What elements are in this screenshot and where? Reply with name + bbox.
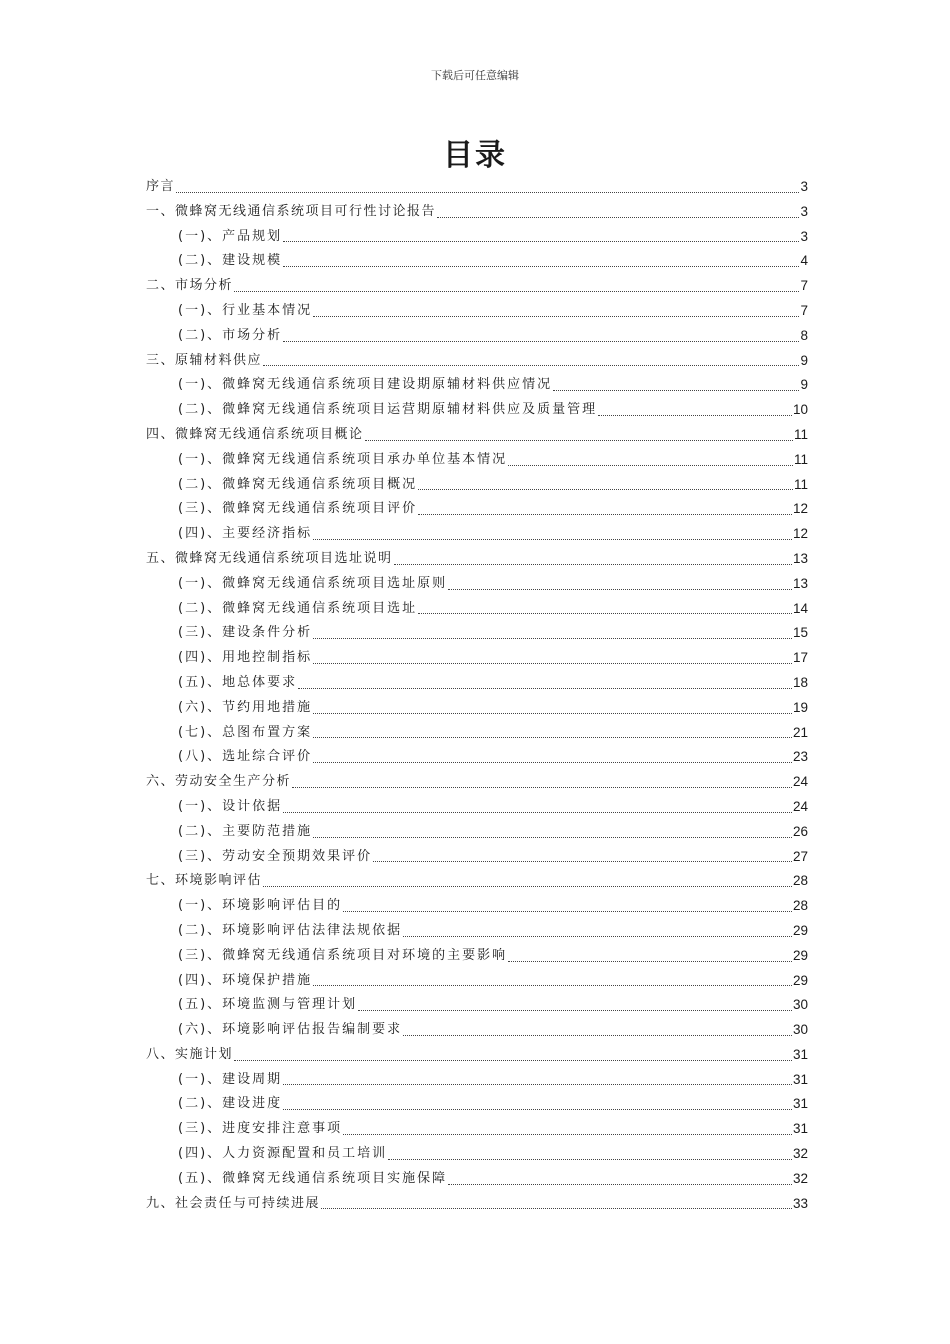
toc-entry-label: (二)、建设进度 (178, 1096, 283, 1112)
toc-dot-leader (313, 762, 792, 763)
toc-entry-page-number: 33 (792, 1195, 808, 1211)
toc-dot-leader (343, 1134, 792, 1135)
toc-entry[interactable] (146, 175, 808, 200)
toc-entry[interactable] (146, 448, 808, 473)
toc-entry-label: 一、微蜂窝无线通信系统项目可行性讨论报告 (146, 203, 437, 219)
toc-entry[interactable] (146, 1167, 808, 1192)
toc-entry[interactable] (146, 225, 808, 250)
toc-entry-page-number: 31 (792, 1121, 808, 1137)
toc-entry-label: (一)、微蜂窝无线通信系统项目承办单位基本情况 (178, 451, 508, 467)
toc-entry[interactable] (146, 249, 808, 274)
toc-entry-page-number: 3 (800, 179, 808, 194)
toc-entry-label: (二)、市场分析 (178, 327, 283, 343)
toc-entry[interactable] (146, 869, 808, 894)
toc-entry-page-number: 30 (792, 997, 808, 1013)
toc-entry-label: (二)、微蜂窝无线通信系统项目运营期原辅材料供应及质量管理 (178, 402, 598, 418)
toc-dot-leader (403, 936, 792, 937)
toc-entry[interactable] (146, 671, 808, 696)
toc-entry-label: (四)、人力资源配置和员工培训 (178, 1146, 388, 1162)
toc-entry-label: (一)、微蜂窝无线通信系统项目选址原则 (178, 575, 448, 591)
toc-entry-page-number: 14 (792, 600, 808, 616)
toc-dot-leader (313, 985, 792, 986)
toc-entry[interactable] (146, 745, 808, 770)
toc-dot-leader (313, 837, 792, 838)
toc-entry[interactable] (146, 845, 808, 870)
toc-dot-leader (388, 1159, 792, 1160)
toc-entry-page-number: 9 (800, 352, 808, 368)
toc-entry[interactable] (146, 820, 808, 845)
toc-dot-leader (418, 613, 792, 614)
toc-entry-label: (五)、地总体要求 (178, 674, 298, 690)
toc-entry-label: 五、微蜂窝无线通信系统项目选址说明 (146, 550, 393, 566)
toc-dot-leader (313, 737, 792, 738)
toc-entry-page-number: 13 (792, 550, 808, 566)
toc-dot-leader (313, 663, 792, 664)
toc-dot-leader (283, 241, 799, 242)
toc-dot-leader (553, 390, 799, 391)
toc-entry-label: (五)、环境监测与管理计划 (178, 997, 358, 1013)
toc-entry[interactable] (146, 969, 808, 994)
toc-entry-label: (五)、微蜂窝无线通信系统项目实施保障 (178, 1170, 448, 1186)
toc-entry-page-number: 12 (792, 526, 808, 542)
toc-entry-page-number: 29 (792, 972, 808, 988)
toc-entry-page-number: 12 (792, 501, 808, 517)
toc-entry[interactable] (146, 1192, 808, 1217)
toc-entry-page-number: 9 (800, 377, 808, 393)
toc-entry[interactable] (146, 621, 808, 646)
page-header-note: 下载后可任意编辑 (431, 69, 519, 82)
toc-entry-label: (一)、微蜂窝无线通信系统项目建设期原辅材料供应情况 (178, 377, 553, 393)
toc-entry[interactable] (146, 646, 808, 671)
toc-dot-leader (437, 217, 799, 218)
toc-dot-leader (313, 316, 799, 317)
toc-entry-page-number: 27 (792, 848, 808, 864)
toc-entry-label: 九、社会责任与可持续进展 (146, 1195, 321, 1211)
toc-entry[interactable] (146, 1068, 808, 1093)
toc-entry-page-number: 8 (800, 327, 808, 343)
toc-entry[interactable] (146, 1142, 808, 1167)
toc-entry-page-number: 29 (792, 947, 808, 963)
toc-dot-leader (283, 1084, 792, 1085)
toc-entry-page-number: 11 (793, 476, 808, 492)
toc-entry[interactable] (146, 200, 808, 225)
toc-entry-page-number: 10 (792, 402, 808, 418)
toc-entry-label: 四、微蜂窝无线通信系统项目概论 (146, 426, 364, 442)
table-of-contents (146, 175, 808, 1216)
toc-entry-label: (七)、总图布置方案 (178, 724, 313, 740)
toc-entry-label: (四)、用地控制指标 (178, 650, 313, 666)
toc-entry-page-number: 3 (800, 203, 808, 219)
toc-entry-label: (一)、行业基本情况 (178, 302, 313, 318)
toc-dot-leader (313, 713, 792, 714)
toc-dot-leader (373, 861, 792, 862)
toc-dot-leader (283, 1109, 792, 1110)
toc-entry-page-number: 7 (800, 278, 808, 294)
toc-entry[interactable] (146, 522, 808, 547)
toc-entry[interactable] (146, 795, 808, 820)
toc-entry-page-number: 28 (792, 898, 808, 914)
toc-entry-label: 二、市场分析 (146, 278, 234, 294)
toc-entry[interactable] (146, 944, 808, 969)
toc-entry-page-number: 29 (792, 922, 808, 938)
toc-entry[interactable] (146, 324, 808, 349)
toc-dot-leader (263, 365, 799, 366)
toc-entry-label: (二)、主要防范措施 (178, 823, 313, 839)
toc-entry-page-number: 13 (792, 575, 808, 591)
toc-dot-leader (418, 514, 792, 515)
toc-entry[interactable] (146, 349, 808, 374)
toc-entry-label: 序言 (146, 179, 176, 194)
toc-entry[interactable] (146, 1117, 808, 1142)
toc-dot-leader (343, 911, 792, 912)
toc-entry-page-number: 15 (792, 625, 808, 641)
toc-dot-leader (394, 564, 792, 565)
toc-dot-leader (508, 961, 792, 962)
toc-entry-page-number: 31 (792, 1071, 808, 1087)
toc-entry[interactable] (146, 398, 808, 423)
toc-dot-leader (283, 266, 799, 267)
toc-entry[interactable] (146, 1018, 808, 1043)
toc-entry-page-number: 28 (792, 873, 808, 889)
toc-entry[interactable] (146, 572, 808, 597)
toc-entry-page-number: 18 (792, 674, 808, 690)
toc-entry-label: (二)、建设规模 (178, 253, 283, 269)
toc-entry-label: (一)、环境影响评估目的 (178, 898, 343, 914)
toc-entry-label: (四)、主要经济指标 (178, 526, 313, 542)
toc-dot-leader (234, 1060, 792, 1061)
toc-dot-leader (321, 1208, 792, 1209)
toc-entry-label: (二)、环境影响评估法律法规依据 (178, 922, 403, 938)
toc-entry[interactable] (146, 473, 808, 498)
toc-entry-page-number: 30 (792, 1022, 808, 1038)
toc-entry-label: (二)、微蜂窝无线通信系统项目选址 (178, 600, 418, 616)
toc-dot-leader (508, 465, 793, 466)
toc-entry-label: (六)、节约用地措施 (178, 699, 313, 715)
toc-entry[interactable] (146, 597, 808, 622)
toc-entry[interactable] (146, 274, 808, 299)
toc-dot-leader (313, 638, 792, 639)
toc-entry-label: 八、实施计划 (146, 1046, 234, 1062)
toc-entry-page-number: 17 (792, 650, 808, 666)
toc-entry[interactable] (146, 696, 808, 721)
toc-entry[interactable] (146, 919, 808, 944)
toc-entry-label: (三)、劳动安全预期效果评价 (178, 848, 373, 864)
toc-dot-leader (292, 787, 792, 788)
toc-entry[interactable] (146, 299, 808, 324)
toc-entry[interactable] (146, 423, 808, 448)
toc-entry-label: 七、环境影响评估 (146, 873, 263, 889)
toc-title: 目录 (443, 138, 507, 173)
toc-entry-page-number: 21 (792, 724, 808, 740)
toc-dot-leader (418, 489, 793, 490)
toc-entry-page-number: 7 (800, 302, 808, 318)
toc-entry-label: (一)、设计依据 (178, 798, 283, 814)
toc-entry[interactable] (146, 894, 808, 919)
toc-entry-page-number: 3 (800, 228, 808, 244)
toc-entry-label: (三)、微蜂窝无线通信系统项目对环境的主要影响 (178, 947, 508, 963)
toc-dot-leader (313, 539, 792, 540)
toc-entry-page-number: 23 (792, 749, 808, 765)
toc-entry-page-number: 11 (793, 451, 808, 467)
toc-entry-page-number: 26 (792, 823, 808, 839)
toc-entry-label: (一)、产品规划 (178, 228, 283, 244)
toc-dot-leader (448, 1184, 792, 1185)
toc-entry-page-number: 32 (792, 1146, 808, 1162)
toc-entry-label: (六)、环境影响评估报告编制要求 (178, 1022, 403, 1038)
toc-dot-leader (365, 440, 793, 441)
toc-entry-label: 三、原辅材料供应 (146, 352, 263, 368)
toc-dot-leader (283, 341, 799, 342)
toc-entry-page-number: 31 (792, 1046, 808, 1062)
toc-entry[interactable] (146, 721, 808, 746)
toc-entry-label: (三)、微蜂窝无线通信系统项目评价 (178, 501, 418, 517)
toc-entry-label: (三)、进度安排注意事项 (178, 1121, 343, 1137)
toc-dot-leader (176, 192, 799, 193)
toc-entry-page-number: 24 (792, 798, 808, 814)
toc-dot-leader (263, 886, 792, 887)
toc-entry-label: (四)、环境保护措施 (178, 972, 313, 988)
toc-entry-page-number: 32 (792, 1170, 808, 1186)
toc-entry-page-number: 4 (800, 253, 808, 269)
toc-dot-leader (403, 1035, 792, 1036)
toc-entry-label: (八)、选址综合评价 (178, 749, 313, 765)
toc-dot-leader (234, 291, 799, 292)
toc-entry[interactable] (146, 1043, 808, 1068)
toc-entry[interactable] (146, 497, 808, 522)
toc-entry-page-number: 19 (792, 699, 808, 715)
toc-entry-page-number: 31 (792, 1096, 808, 1112)
toc-dot-leader (448, 589, 792, 590)
toc-entry-label: (一)、建设周期 (178, 1071, 283, 1087)
toc-entry[interactable] (146, 373, 808, 398)
toc-entry-label: (二)、微蜂窝无线通信系统项目概况 (178, 476, 418, 492)
toc-entry[interactable] (146, 547, 808, 572)
toc-entry[interactable] (146, 770, 808, 795)
toc-entry[interactable] (146, 993, 808, 1018)
toc-entry-page-number: 24 (792, 774, 808, 790)
toc-dot-leader (358, 1010, 792, 1011)
toc-dot-leader (298, 688, 792, 689)
toc-entry-label: (三)、建设条件分析 (178, 625, 313, 641)
toc-entry-page-number: 11 (793, 426, 808, 442)
toc-entry-label: 六、劳动安全生产分析 (146, 774, 292, 790)
toc-dot-leader (283, 812, 792, 813)
toc-dot-leader (598, 415, 792, 416)
toc-entry[interactable] (146, 1092, 808, 1117)
